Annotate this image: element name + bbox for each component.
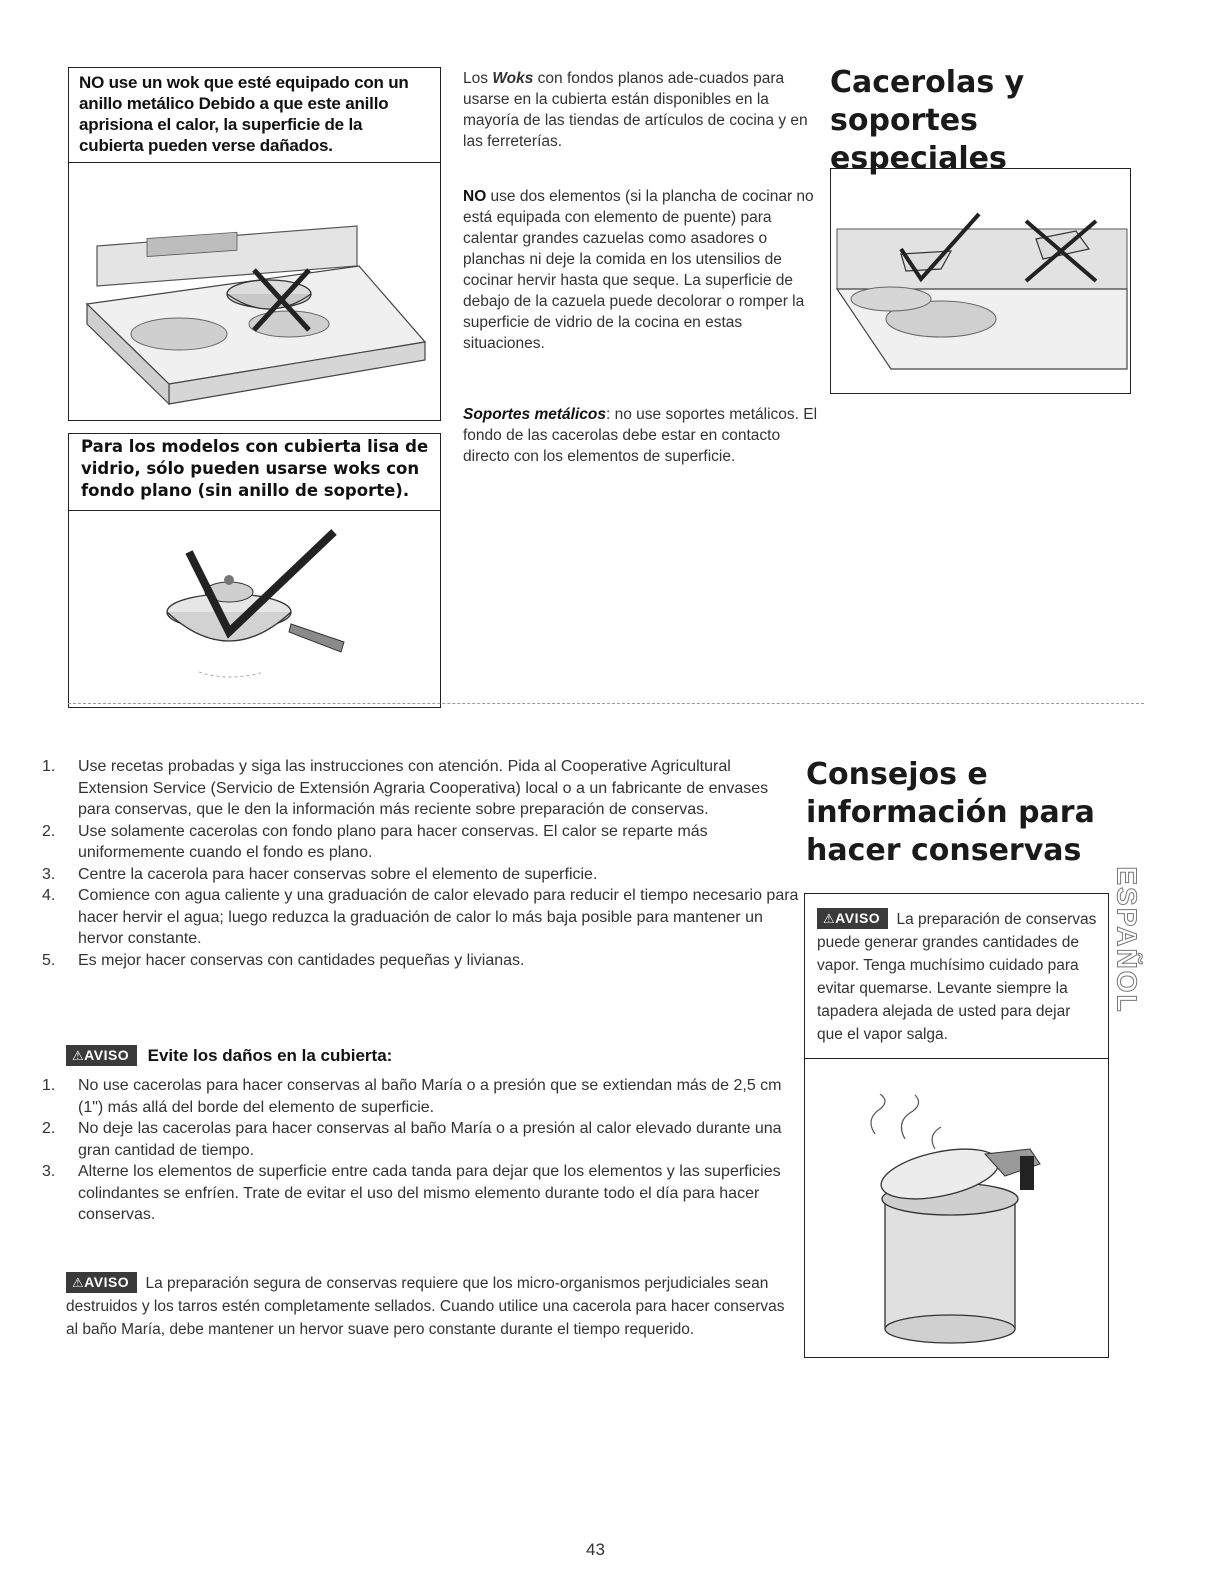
step-number: 2.: [42, 1120, 56, 1137]
woks-emphasis: Woks: [492, 70, 534, 87]
canning-step-2: [42, 821, 802, 864]
aviso-badge: [66, 1045, 137, 1066]
step-text: Use solamente cacerolas con fondo plano para hacer conservas. El calor se reparte más uniformemente cuando el fondo es plano.: [78, 822, 708, 861]
flat-wok-text: Para los modelos con cubierta lisa de vidrio, sólo pueden usarse woks con fondo plano (sin anillo de soporte).: [69, 434, 440, 511]
canning-step-5: [42, 950, 802, 972]
warning-icon: ⚠: [72, 1275, 85, 1290]
aviso-label: AVISO: [835, 910, 881, 926]
title-line-1: Cacerolas y soportes: [830, 65, 1025, 138]
warning-step-2: [42, 1118, 802, 1161]
step-number: 5.: [42, 951, 56, 969]
canning-title-line-2: información para: [806, 795, 1095, 830]
canning-steps: [42, 756, 802, 971]
canning-pot-illustration: [805, 1094, 1107, 1356]
safe-canning-warning: [66, 1272, 786, 1341]
section-divider: [68, 703, 1144, 704]
aviso-badge: [817, 908, 888, 929]
warning-icon: ⚠: [72, 1048, 85, 1063]
wok-warning-box: [68, 67, 441, 421]
step-number: 1.: [42, 758, 56, 775]
steam-warning-box: [804, 893, 1109, 1358]
safe-canning-text: La preparación segura de conservas requiere que los micro-organismos perjudiciales sean destruidos y los tarros estén completamente sellados. Cuando utilice una cacerola para hacer conservas al baño María, debe mantener un hervor suave pero constante durante el tiempo requerido.: [66, 1275, 785, 1338]
step-number: 4.: [42, 887, 56, 904]
canning-title-line-3: hacer conservas: [806, 833, 1082, 868]
p1-prefix: Los: [463, 70, 493, 87]
steam-warning-text-block: [805, 894, 1108, 1059]
steam-warning-text: La preparación de conservas puede generar grandes cantidades de vapor. Tenga muchísimo cuidado para evitar quemarse. Levante siempre la tapadera alejada de usted para dejar que el vapor salga.: [817, 911, 1097, 1043]
canning-step-4: [42, 885, 802, 950]
griddle-illustration-box: [830, 168, 1131, 394]
wok-warning-text: NO use un wok que esté equipado con un anillo metálico Debido a que este anillo aprisiona el calor, la superficie de la cubierta pueden verse dañados.: [69, 68, 440, 163]
canning-step-3: [42, 864, 802, 886]
warning-step-1: [42, 1075, 802, 1118]
aviso-badge: [66, 1272, 137, 1293]
flat-wok-box: [68, 433, 441, 708]
warning-icon: ⚠: [823, 911, 836, 926]
step-number: 1.: [42, 1077, 56, 1094]
canning-step-1: [42, 756, 802, 821]
side-tab-label: ESPAÑOL: [1112, 866, 1143, 1014]
cooktop-warning-steps: [42, 1075, 802, 1226]
woks-availability-paragraph: [463, 68, 821, 152]
step-text: No deje las cacerolas para hacer conservas al baño María o a presión al calor elevado durante una gran cantidad de tiempo.: [78, 1120, 782, 1159]
p2-rest: use dos elementos (si la plancha de cocinar no está equipada con elemento de puente) para calentar grandes cazuelas como asadores o planchas ni deje la comida en los utensilios de cocinar hervir hasta que seque. La superficie de debajo de la cazuela puede decolorar o romper la superficie de vidrio de la cocina en estas situaciones.: [463, 188, 814, 352]
step-number: 3.: [42, 1163, 56, 1180]
step-text: Alterne los elementos de superficie entre cada tanda para dejar que los elementos y las superficies colindantes se enfríen. Trate de evitar el uso del mismo elemento durante todo el día para hacer conservas.: [78, 1163, 781, 1223]
no-emphasis: NO: [463, 188, 487, 205]
p3-rest: : no use soportes metálicos. El fondo de las cacerolas debe estar en contacto directo con los elementos de superficie.: [463, 406, 818, 465]
metal-stands-paragraph: [463, 404, 821, 467]
p1-rest: con fondos planos ade-cuados para usarse en la cubierta están disponibles en la mayoría de las tiendas de artículos de cocina y en las ferreterías.: [463, 70, 808, 150]
step-number: 3.: [42, 865, 56, 883]
warning-heading-text: Evite los daños en la cubierta:: [147, 1046, 393, 1065]
language-side-tab: [1108, 860, 1146, 1020]
title-line-2: especiales: [830, 141, 1007, 176]
wok-on-range-illustration: [69, 174, 439, 420]
canning-title: [806, 756, 1106, 870]
step-text: Use recetas probadas y siga las instrucciones con atención. Pida al Cooperative Agricultural Extension Service (Servicio de Extensión Agraria Cooperativa) local o a un fabricante de envases para conservas, que le den la información más reciente sobre preparación de conservas.: [78, 758, 769, 818]
step-number: 2.: [42, 822, 56, 840]
page-number: 43: [586, 1540, 605, 1559]
cooktop-warning-heading: [66, 1045, 392, 1066]
aviso-label: AVISO: [84, 1047, 130, 1063]
step-text: No use cacerolas para hacer conservas al baño María o a presión que se extiendan más de 2,5 cm (1") más allá del borde del elemento de superficie.: [78, 1077, 782, 1116]
canning-title-line-1: Consejos e: [806, 757, 988, 792]
warning-step-3: [42, 1161, 802, 1226]
flat-wok-illustration: [69, 522, 439, 706]
two-elements-paragraph: [463, 186, 825, 354]
step-text: Centre la cacerola para hacer conservas sobre el elemento de superficie.: [78, 865, 598, 883]
step-text: Es mejor hacer conservas con cantidades pequeñas y livianas.: [78, 951, 525, 969]
metal-stands-emphasis: Soportes metálicos: [463, 406, 606, 423]
special-pans-title: [830, 64, 1160, 178]
aviso-label: AVISO: [84, 1274, 130, 1290]
step-text: Comience con agua caliente y una graduación de calor elevado para reducir el tiempo necesario para hacer hervir el agua; luego reduzca la graduación de calor lo más baja posible para mantener un hervor constante.: [78, 887, 799, 947]
